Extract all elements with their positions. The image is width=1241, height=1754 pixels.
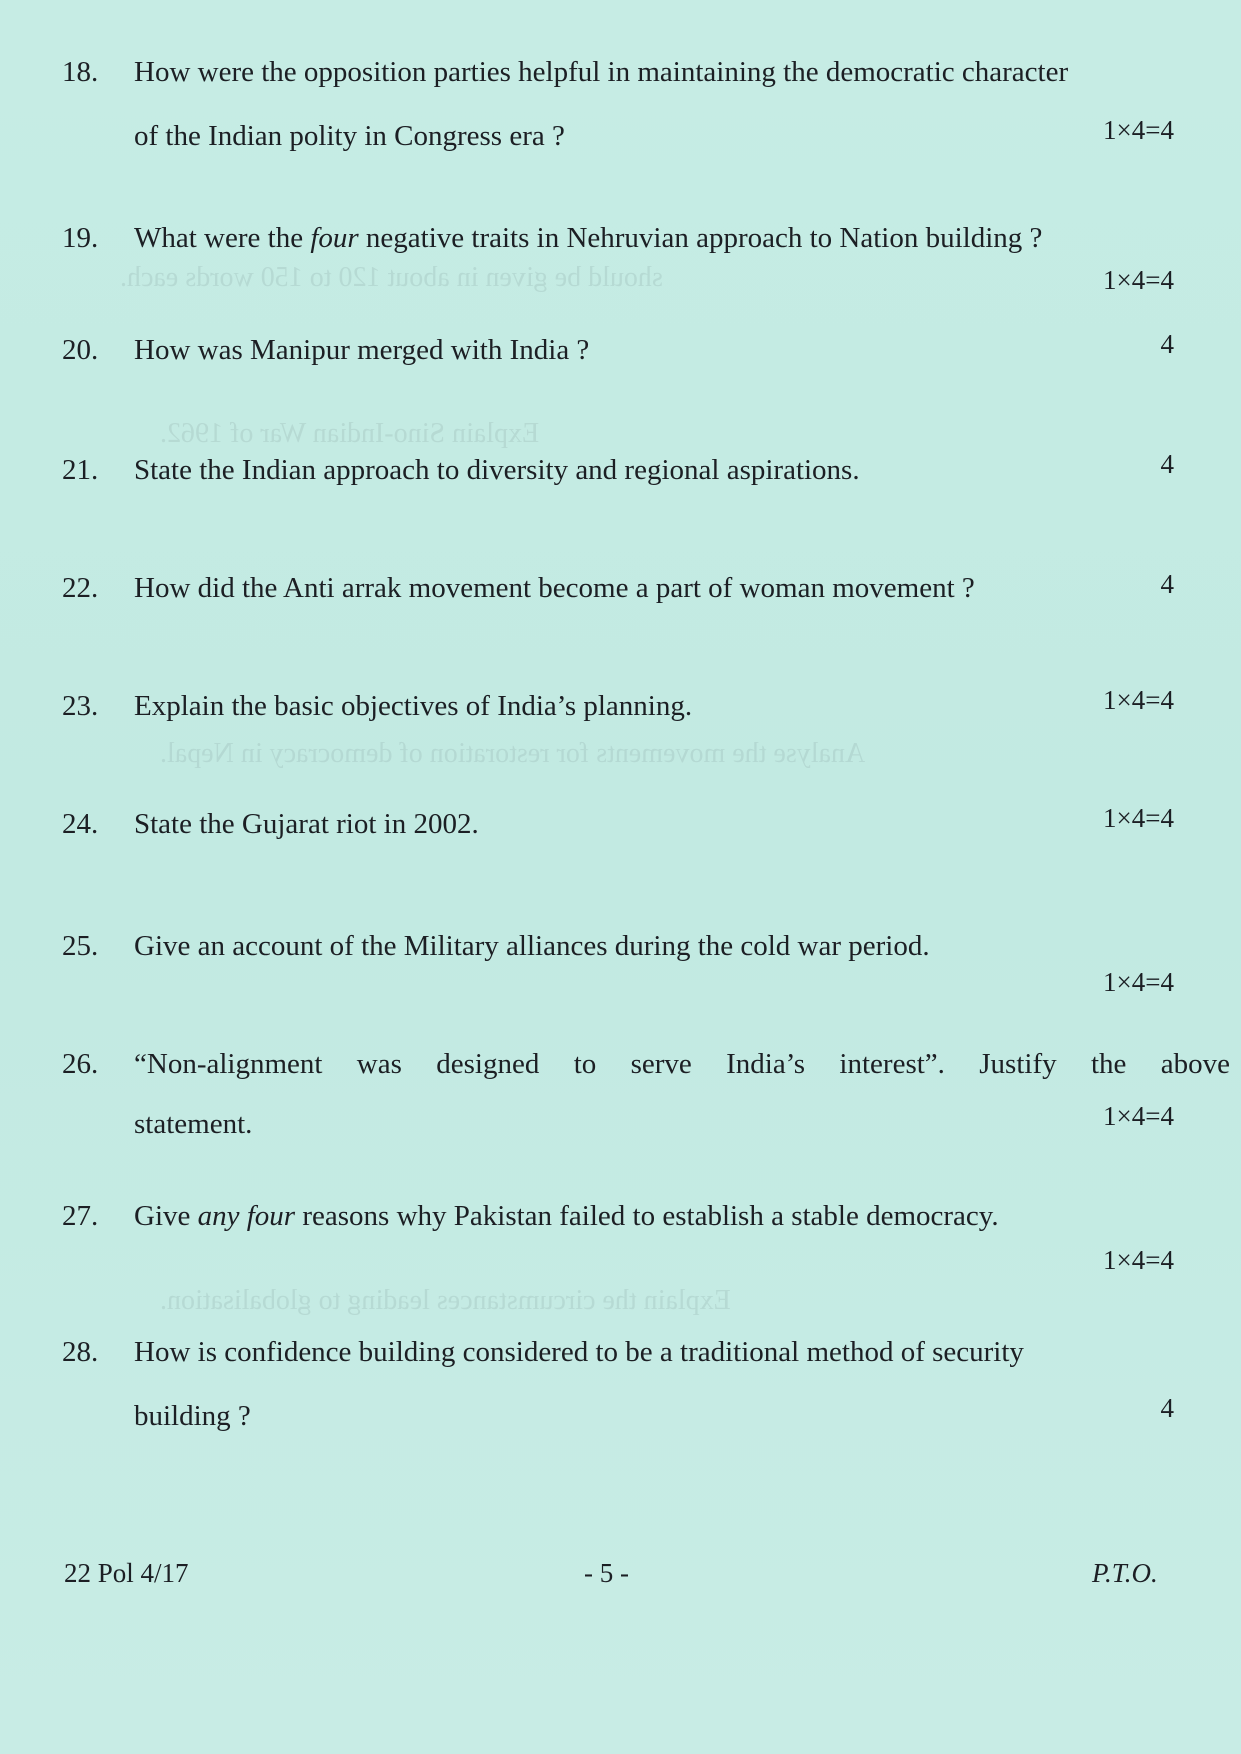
bleed-through-text: Explain Sino-Indian War of 1962. (160, 418, 540, 449)
question-text: How were the opposition parties helpful in maintaining the democratic character (134, 56, 1069, 88)
question-number: 19. (62, 222, 99, 254)
question-text-continued: statement. (134, 1108, 253, 1140)
emphasis: any four (197, 1200, 296, 1232)
question-text: How did the Anti arrak movement become a part of woman movement ? (134, 572, 975, 604)
question-marks: 1×4=4 (1103, 1245, 1174, 1275)
paper-code: 22 Pol 4/17 (64, 1558, 189, 1588)
question-number: 28. (62, 1336, 99, 1368)
question-marks: 4 (1160, 569, 1174, 599)
question-text: “Non-alignment was designed to serve India’s interest”. Justify the above (134, 1048, 1230, 1080)
question-number: 24. (62, 808, 99, 840)
emphasis: four (310, 222, 359, 254)
bleed-through-text: should be given in about 120 to 150 words each. (120, 262, 663, 293)
question-text: State the Indian approach to diversity and regional aspirations. (134, 454, 860, 486)
page-number: - 5 - (584, 1558, 629, 1588)
question-marks: 4 (1160, 449, 1174, 479)
question-number: 25. (62, 930, 99, 962)
question-marks: 1×4=4 (1103, 265, 1174, 295)
question-marks: 4 (1160, 329, 1174, 359)
question-marks: 1×4=4 (1103, 115, 1174, 145)
question-number: 18. (62, 56, 99, 88)
question-number: 20. (62, 334, 99, 366)
question-marks: 1×4=4 (1103, 1101, 1174, 1131)
question-text: Give any four reasons why Pakistan failed to establish a stable democracy. (134, 1200, 999, 1232)
question-text-continued: building ? (134, 1400, 251, 1432)
question-text: How was Manipur merged with India ? (134, 334, 590, 366)
question-text: What were the four negative traits in Nehruvian approach to Nation building ? (134, 222, 1043, 254)
question-text: State the Gujarat riot in 2002. (134, 808, 479, 840)
question-number: 22. (62, 572, 99, 604)
bleed-through-text: Analyse the movements for restoration of democracy in Nepal. (160, 738, 866, 769)
question-text: Give an account of the Military alliances during the cold war period. (134, 930, 930, 962)
question-marks: 1×4=4 (1103, 803, 1174, 833)
question-number: 21. (62, 454, 99, 486)
question-text: How is confidence building considered to be a traditional method of security (134, 1336, 1024, 1368)
question-text-continued: of the Indian polity in Congress era ? (134, 120, 565, 152)
question-marks: 4 (1160, 1393, 1174, 1423)
bleed-through-text: Explain the circumstances leading to globalisation. (160, 1285, 731, 1316)
question-number: 27. (62, 1200, 99, 1232)
question-marks: 1×4=4 (1103, 967, 1174, 997)
question-number: 23. (62, 690, 99, 722)
please-turn-over: P.T.O. (1092, 1558, 1158, 1588)
question-number: 26. (62, 1048, 99, 1080)
question-text: Explain the basic objectives of India’s planning. (134, 690, 693, 722)
question-marks: 1×4=4 (1103, 685, 1174, 715)
